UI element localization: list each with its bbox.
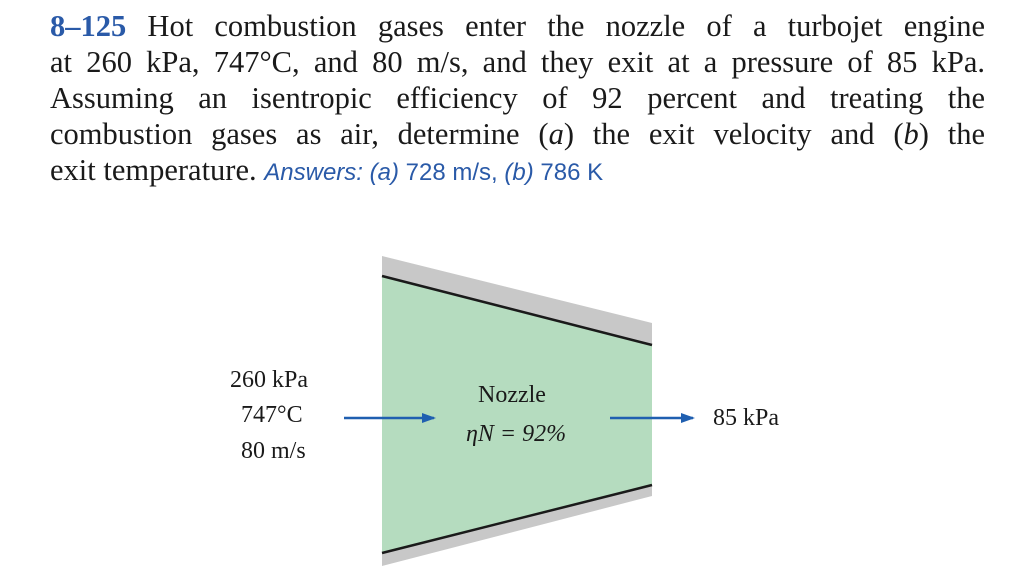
inlet-temperature-label: 747°C <box>241 402 303 428</box>
problem-line-5: exit temperature. Answers: (a) 728 m/s, (b) 786 K <box>50 153 604 187</box>
exit-pressure-label: 85 kPa <box>713 405 779 431</box>
answers: Answers: (a) 728 m/s, (b) 786 K <box>264 159 604 186</box>
problem-line-2: at 260 kPa, 747°C, and 80 m/s, and they exit at a pressure of 85 kPa. <box>50 45 985 79</box>
efficiency-label: ηN = 92% <box>466 421 567 447</box>
problem-line-1: 8–125 Hot combustion gases enter the nozzle of a turbojet engine <box>50 9 985 43</box>
problem-line-3: Assuming an isentropic efficiency of 92 percent and treating the <box>50 81 985 115</box>
inlet-velocity-label: 80 m/s <box>241 438 306 464</box>
inlet-pressure-label: 260 kPa <box>230 367 308 393</box>
problem-number: 8–125 <box>50 9 127 43</box>
problem-line-4: combustion gases as air, determine (a) the exit velocity and (b) the <box>50 117 986 151</box>
nozzle-label: Nozzle <box>478 382 546 408</box>
